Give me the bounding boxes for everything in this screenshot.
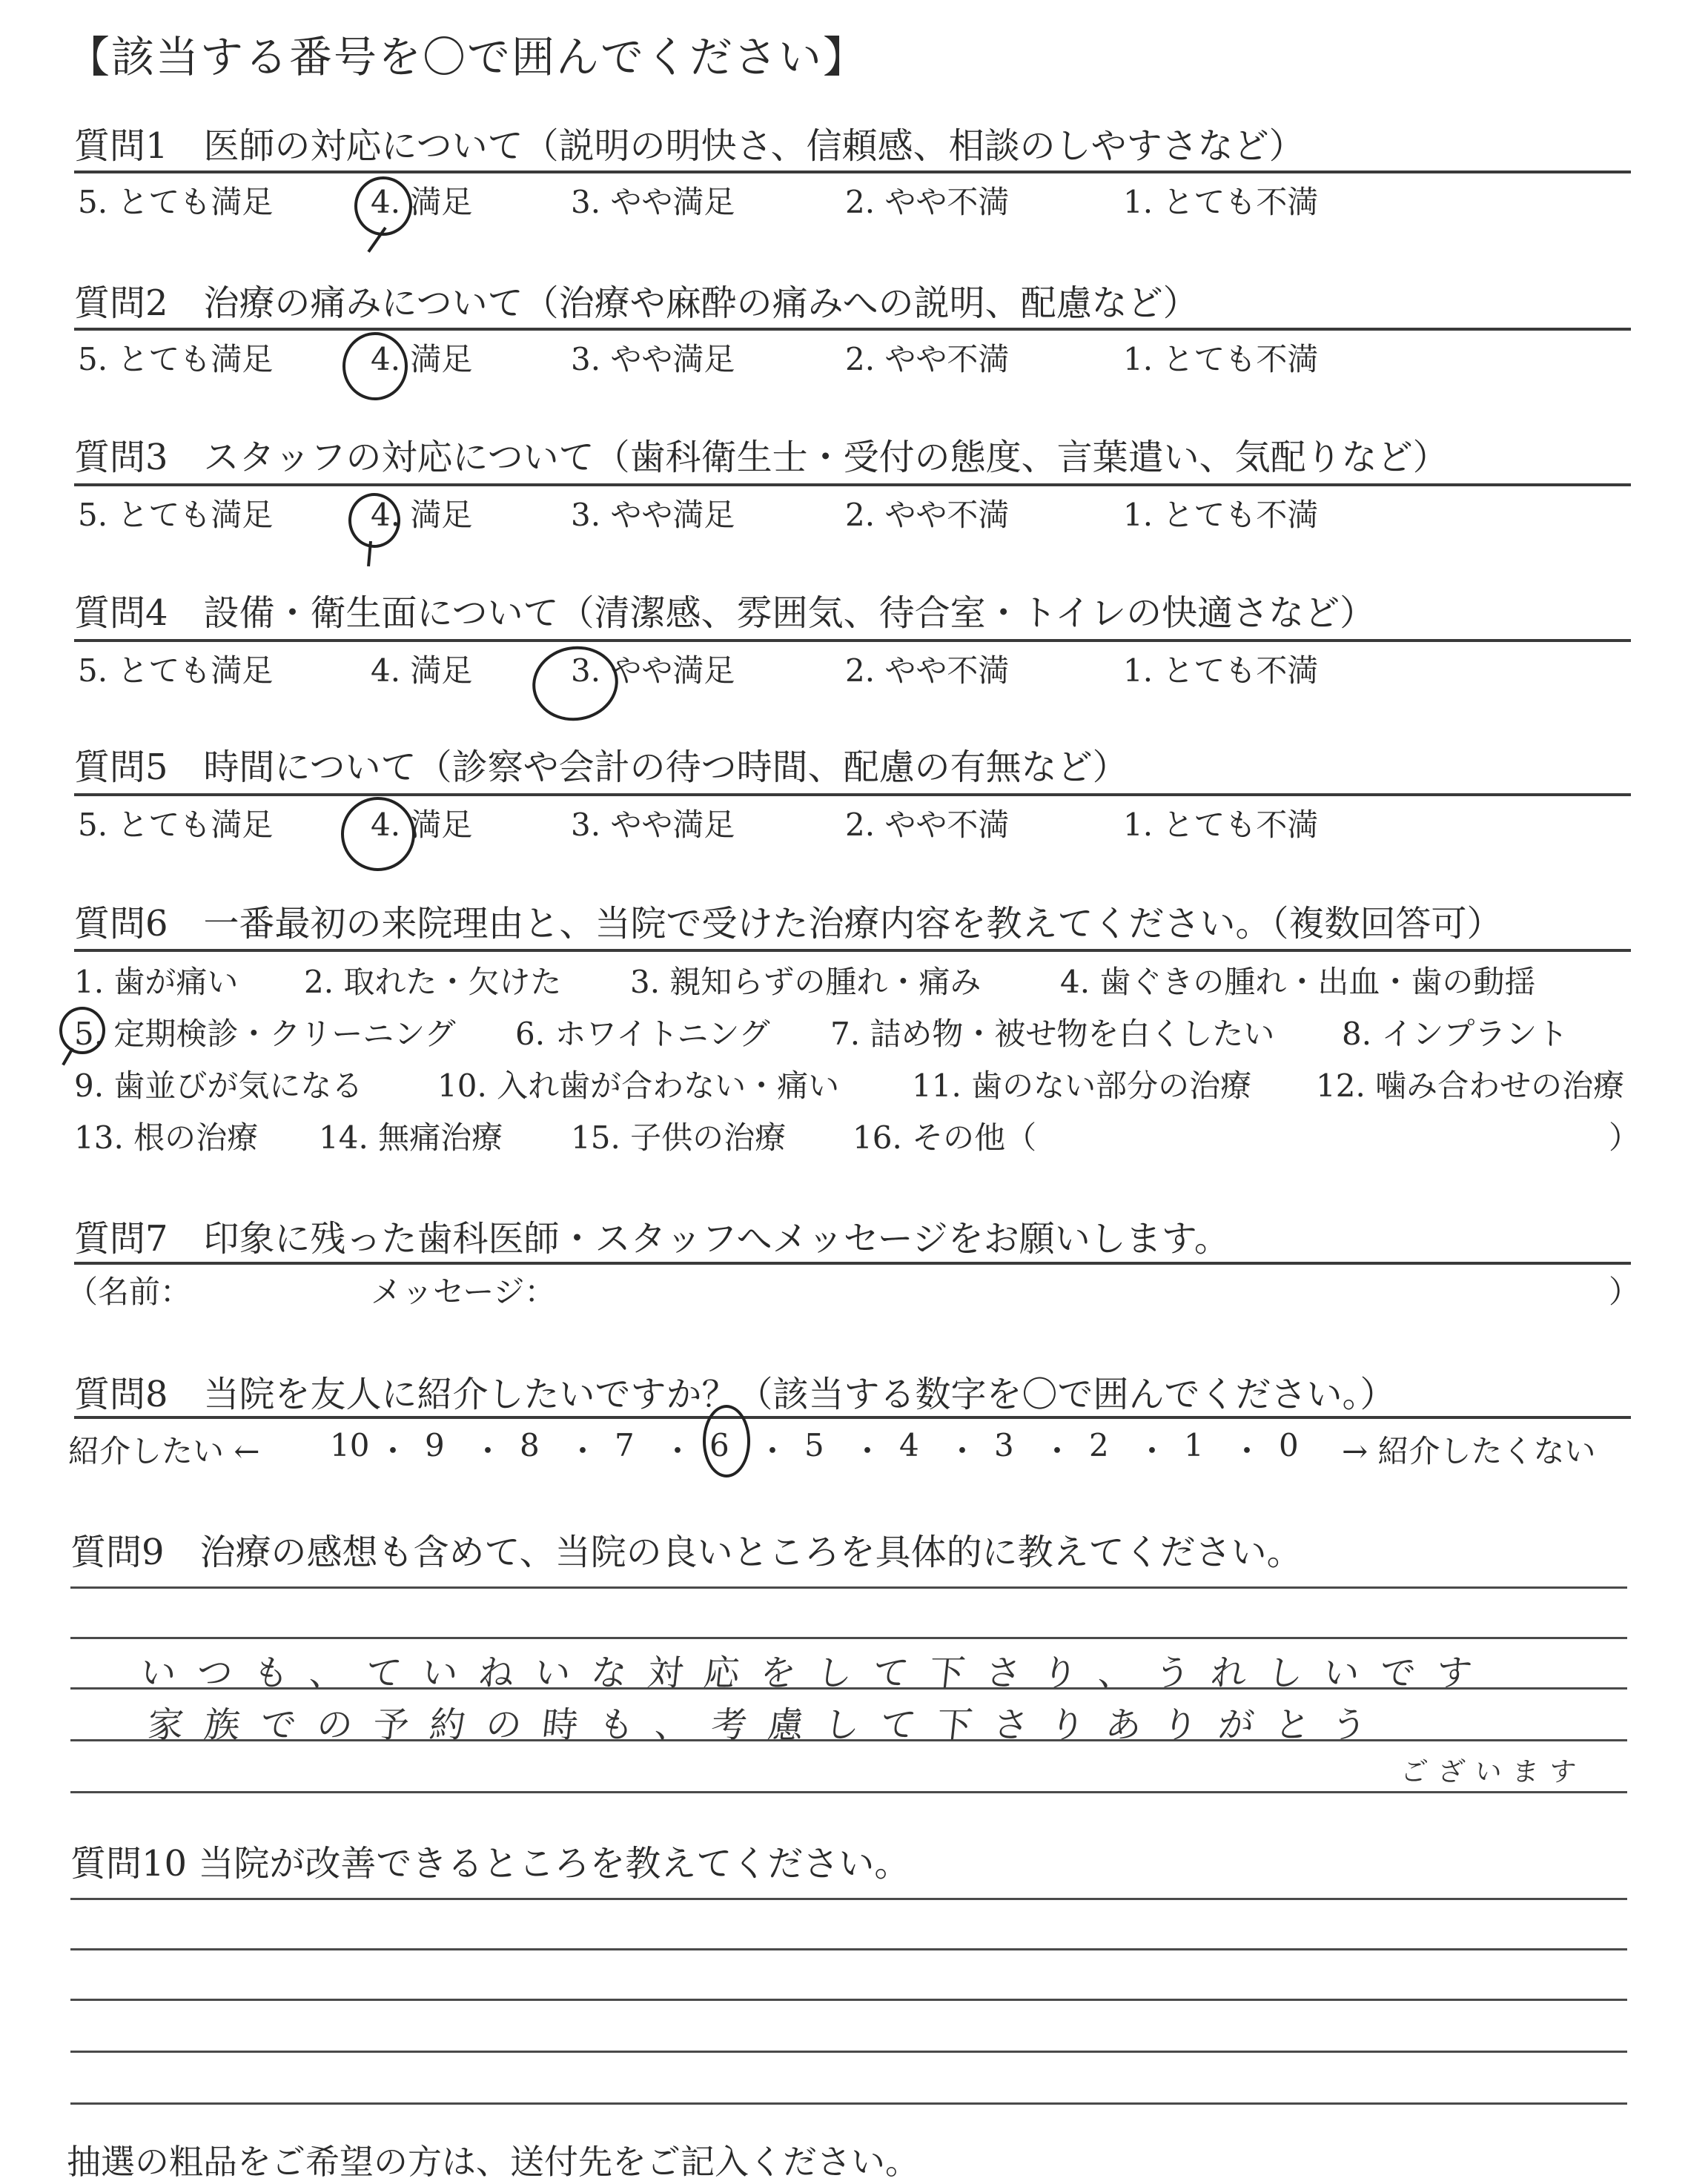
- q1-rule: [74, 171, 1631, 173]
- q3-rule: [74, 483, 1631, 486]
- q2-title: 質問2 治療の痛みについて（治療や麻酔の痛みへの説明、配慮など）: [74, 282, 1199, 324]
- q10-writing-line-4: [70, 2051, 1627, 2053]
- q2-rule: [74, 328, 1631, 331]
- q5-option-3[interactable]: 3. やや満足: [571, 807, 735, 843]
- q1-title: 質問1 医師の対応について（説明の明快さ、信頼感、相談のしやすさなど）: [74, 125, 1305, 167]
- q5-option-1[interactable]: 1. とても不満: [1123, 807, 1319, 843]
- q8-left-label: 紹介したい ←: [68, 1433, 260, 1469]
- q8-separator-dot: ・: [757, 1433, 789, 1469]
- q8-selection-circle: [703, 1405, 750, 1477]
- q1-option-4[interactable]: 4. 満足: [371, 184, 473, 220]
- q4-option-4[interactable]: 4. 満足: [371, 652, 473, 689]
- q3-option-3[interactable]: 3. やや満足: [571, 497, 735, 533]
- q10-writing-line-1: [70, 1898, 1627, 1900]
- q6-rule: [74, 949, 1631, 952]
- q5-rule: [74, 793, 1631, 796]
- q8-number-2[interactable]: 2: [1089, 1427, 1109, 1463]
- q8-separator-dot: ・: [377, 1433, 409, 1469]
- q6-option-11[interactable]: 11. 歯のない部分の治療: [912, 1068, 1252, 1104]
- q10-title: 質問10 当院が改善できるところを教えてください。: [70, 1843, 910, 1884]
- q8-separator-dot: ・: [947, 1433, 979, 1469]
- q9-handwritten-line-2: 家族での予約の時も、考慮して下さりありがとう: [145, 1704, 1390, 1746]
- q8-title: 質問8 当院を友人に紹介したいですか？（該当する数字を〇で囲んでください。）: [74, 1374, 1396, 1415]
- q8-separator-dot: ・: [472, 1433, 504, 1469]
- q3-option-2[interactable]: 2. やや不満: [845, 497, 1010, 533]
- q6-circle-tail: [62, 1048, 73, 1066]
- q6-option-3[interactable]: 3. 親知らずの腫れ・痛み: [630, 964, 982, 1000]
- q7-title: 質問7 印象に残った歯科医師・スタッフへメッセージをお願いします。: [74, 1218, 1230, 1260]
- q6-option-2[interactable]: 2. 取れた・欠けた: [304, 964, 562, 1000]
- q6-option-15[interactable]: 15. 子供の治療: [571, 1119, 787, 1156]
- q7-name-label: （名前：: [67, 1274, 192, 1310]
- q8-number-9[interactable]: 9: [425, 1427, 445, 1463]
- q8-rule: [74, 1416, 1631, 1419]
- q1-option-3[interactable]: 3. やや満足: [571, 184, 735, 220]
- q8-number-0[interactable]: 0: [1279, 1427, 1299, 1463]
- q6-option-14[interactable]: 14. 無痛治療: [319, 1119, 503, 1156]
- q2-option-1[interactable]: 1. とても不満: [1123, 341, 1319, 377]
- q5-option-2[interactable]: 2. やや不満: [845, 807, 1010, 843]
- q7-message-label: メッセージ：: [371, 1274, 556, 1310]
- q6-option-7[interactable]: 7. 詰め物・被せ物を白くしたい: [830, 1016, 1275, 1052]
- q2-option-4[interactable]: 4. 満足: [371, 341, 473, 377]
- q8-number-1[interactable]: 1: [1184, 1427, 1204, 1463]
- q7-rule: [74, 1262, 1631, 1265]
- q8-separator-dot: ・: [1042, 1433, 1073, 1469]
- q10-writing-line-2: [70, 1948, 1627, 1950]
- q9-writing-line-2: [70, 1637, 1627, 1639]
- q8-separator-dot: ・: [852, 1433, 884, 1469]
- q8-separator-dot: ・: [567, 1433, 599, 1469]
- q4-option-2[interactable]: 2. やや不満: [845, 652, 1010, 689]
- q4-option-5[interactable]: 5. とても満足: [78, 652, 274, 689]
- q6-option-8[interactable]: 8. インプラント: [1342, 1016, 1569, 1052]
- q4-option-1[interactable]: 1. とても不満: [1123, 652, 1319, 689]
- q3-option-1[interactable]: 1. とても不満: [1123, 497, 1319, 533]
- q5-selection-circle: [341, 797, 415, 871]
- q8-separator-dot: ・: [1231, 1433, 1263, 1469]
- q4-option-3[interactable]: 3. やや満足: [571, 652, 735, 689]
- q6-selection-circle: [59, 1007, 105, 1054]
- q6-option-6[interactable]: 6. ホワイトニング: [515, 1016, 770, 1052]
- q3-title: 質問3 スタッフの対応について（歯科衛生士・受付の態度、言葉遣い、気配りなど）: [74, 437, 1449, 478]
- q6-title: 質問6 一番最初の来院理由と、当院で受けた治療内容を教えてください。（複数回答可）: [74, 903, 1503, 944]
- form-header: 【該当する番号を〇で囲んでください】: [67, 32, 868, 82]
- q7-close-paren: ）: [1609, 1274, 1641, 1310]
- q10-writing-line-5: [70, 2102, 1627, 2105]
- q6-other-close-paren: ）: [1609, 1119, 1641, 1156]
- q8-number-5[interactable]: 5: [804, 1427, 824, 1463]
- q8-number-3[interactable]: 3: [994, 1427, 1014, 1463]
- q3-option-4[interactable]: 4. 満足: [371, 497, 473, 533]
- q1-option-2[interactable]: 2. やや不満: [845, 184, 1010, 220]
- q9-title: 質問9 治療の感想も含めて、当院の良いところを具体的に教えてください。: [70, 1532, 1302, 1573]
- footer-note: 抽選の粗品をご希望の方は、送付先をご記入ください。: [67, 2142, 919, 2182]
- q1-option-5[interactable]: 5. とても満足: [78, 184, 274, 220]
- q5-option-4[interactable]: 4. 満足: [371, 807, 473, 843]
- q8-number-8[interactable]: 8: [520, 1427, 540, 1463]
- q9-handwritten-line-1: いつも、ていねいな対応をして下さり、うれしいです: [138, 1652, 1495, 1694]
- q9-writing-line-5: [70, 1791, 1627, 1793]
- q8-right-label: → 紹介したくない: [1342, 1433, 1596, 1469]
- q6-option-1[interactable]: 1. 歯が痛い: [74, 964, 239, 1000]
- q3-selection-circle: [348, 493, 400, 548]
- q2-option-5[interactable]: 5. とても満足: [78, 341, 274, 377]
- q6-option-9[interactable]: 9. 歯並びが気になる: [74, 1068, 363, 1104]
- q2-selection-circle: [342, 332, 408, 400]
- q1-option-1[interactable]: 1. とても不満: [1123, 184, 1319, 220]
- q5-title: 質問5 時間について（診察や会計の待つ時間、配慮の有無など）: [74, 747, 1128, 788]
- q4-title: 質問4 設備・衛生面について（清潔感、雰囲気、待合室・トイレの快適さなど）: [74, 592, 1376, 634]
- q9-writing-line-1: [70, 1586, 1627, 1589]
- q2-option-3[interactable]: 3. やや満足: [571, 341, 735, 377]
- q10-writing-line-3: [70, 1999, 1627, 2001]
- q4-rule: [74, 639, 1631, 642]
- q9-handwritten-line-3: ございます: [1399, 1757, 1588, 1787]
- q8-separator-dot: ・: [662, 1433, 694, 1469]
- q8-number-4[interactable]: 4: [899, 1427, 919, 1463]
- q6-option-4[interactable]: 4. 歯ぐきの腫れ・出血・歯の動揺: [1060, 964, 1536, 1000]
- q3-option-5[interactable]: 5. とても満足: [78, 497, 274, 533]
- q6-option-12[interactable]: 12. 噛み合わせの治療: [1316, 1068, 1625, 1104]
- q6-option-13[interactable]: 13. 根の治療: [74, 1119, 259, 1156]
- q8-number-6[interactable]: 6: [709, 1427, 729, 1463]
- q5-option-5[interactable]: 5. とても満足: [78, 807, 274, 843]
- q6-option-10[interactable]: 10. 入れ歯が合わない・痛い: [437, 1068, 840, 1104]
- q8-separator-dot: ・: [1136, 1433, 1168, 1469]
- q8-number-7[interactable]: 7: [615, 1427, 635, 1463]
- q8-number-10[interactable]: 10: [330, 1427, 370, 1463]
- q2-option-2[interactable]: 2. やや不満: [845, 341, 1010, 377]
- q6-option-16[interactable]: 16. その他（: [853, 1119, 1037, 1156]
- q6-option-5[interactable]: 5. 定期検診・クリーニング: [74, 1016, 456, 1052]
